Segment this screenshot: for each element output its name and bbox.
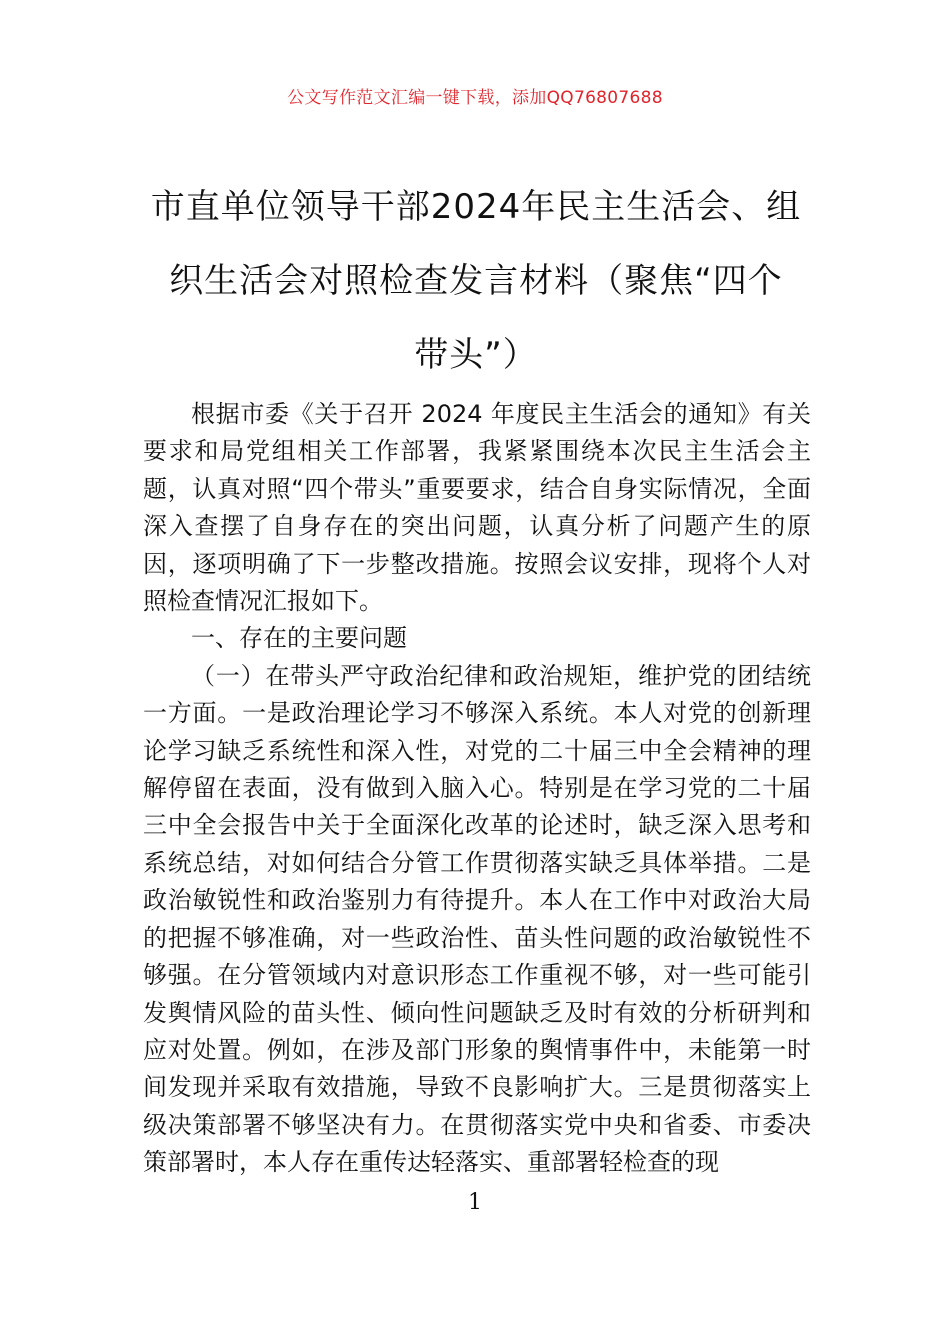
intro-paragraph: 根据市委《关于召开 2024 年度民主生活会的通知》有关要求和局党组相关工作部署，我紧紧围绕本次民主生活会主题，认真对照“四个带头”重要要求，结合自身实际情况，全面深入查摆了自身存在的突出问题，认真分析了问题产生的原因，逐项明确了下一步整改措施。按照会议安排，现将个人对照检查情况汇报如下。 [143,400,811,616]
body-paragraph: （一）在带头严守政治纪律和政治规矩，维护党的团结统一方面。一是政治理论学习不够深入系统。本人对党的创新理论学习缺乏系统性和深入性，对党的二十届三中全会精神的理解停留在表面，没有做到入脑入心。特别是在学习党的二十届三中全会报告中关于全面深化改革的论述时，缺乏深入思考和系统总结，对如何结合分管工作贯彻落实缺乏具体举措。二是政治敏锐性和政治鉴别力有待提升。本人在工作中对政治大局的把握不够准确，对一些政治性、苗头性问题的政治敏锐性不够强。在分管领域内对意识形态工作重视不够，对一些可能引发舆情风险的苗头性、倾向性问题缺乏及时有效的分析研判和应对处置。例如，在涉及部门形象的舆情事件中，未能第一时间发现并采取有效措施，导致不良影响扩大。三是贯彻落实上级决策部署不够坚决有力。在贯彻落实党中央和省委、市委决策部署时，本人存在重传达轻落实、重部署轻检查的现 [143,661,811,1177]
title-line: 织生活会对照检查发言材料（聚焦“四个 [169,261,783,301]
page-number: 1 [468,1190,482,1215]
title-line: 市直单位领导干部2024年民主生活会、组 [150,187,802,227]
title-line: 带头”） [414,335,538,375]
document-title [140,170,812,392]
download-banner: 公文写作范文汇编一键下载，添加QQ76807688 [287,88,663,108]
document-body [143,396,811,1182]
section-heading: 一、存在的主要问题 [191,624,407,653]
